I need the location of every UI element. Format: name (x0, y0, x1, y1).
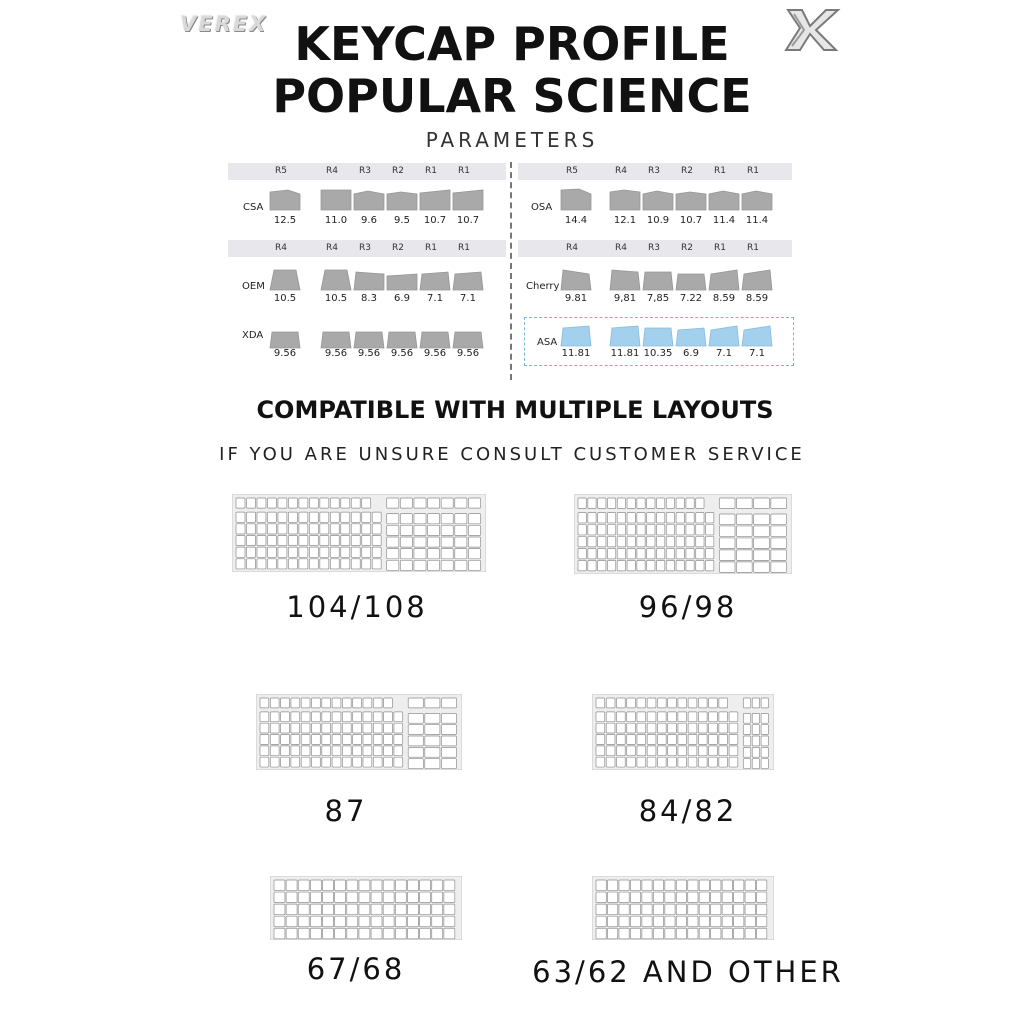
row-label: R1 (747, 243, 759, 253)
keyboard-layout-drawing (592, 694, 774, 770)
profile-name-osa: OSA (531, 202, 553, 213)
keycap-height-value: 6.9 (394, 293, 410, 304)
profile-name-cherry: Cherry (526, 281, 560, 292)
row-label: R1 (458, 166, 470, 176)
layout-label: 87 (324, 794, 368, 828)
keycap-height-value: 9.56 (423, 348, 447, 359)
row-label: R3 (648, 243, 660, 253)
keycap-shape-icon (608, 188, 642, 212)
layouts-title: COMPATIBLE WITH MULTIPLE LAYOUTS (256, 396, 774, 424)
keycap-shape-icon (268, 268, 302, 292)
keycap-height-value: 7.1 (460, 293, 476, 304)
keycap-height-value: 12.5 (273, 215, 297, 226)
keycap-height-value: 9.81 (564, 293, 588, 304)
keycap-height-value: 11.4 (745, 215, 769, 226)
keycap-shape-icon (418, 268, 452, 292)
brand-logo: VEREX (180, 12, 268, 36)
keycap-shape-icon (707, 268, 741, 292)
keycap-shape-icon (418, 326, 452, 350)
keycap-height-value: 8.3 (361, 293, 377, 304)
keycap-shape-icon (268, 326, 302, 350)
layout-label: 63/62 AND OTHER (532, 955, 844, 989)
keycap-shape-icon (707, 188, 741, 212)
row-label: R2 (392, 243, 404, 253)
keycap-height-value: 7.22 (679, 293, 703, 304)
row-label: R3 (359, 166, 371, 176)
keycap-height-value: 10.9 (646, 215, 670, 226)
keycap-shape-icon (319, 268, 353, 292)
layout-label: 104/108 (286, 590, 428, 624)
row-label: R3 (359, 243, 371, 253)
keycap-height-value: 8.59 (712, 293, 736, 304)
keycap-shape-icon (451, 188, 485, 212)
keycap-height-value: 8.59 (745, 293, 769, 304)
layout-label: 96/98 (638, 590, 738, 624)
keycap-height-value: 7.1 (427, 293, 443, 304)
row-label: R5 (275, 166, 287, 176)
row-label: R1 (714, 243, 726, 253)
row-label: R4 (326, 166, 338, 176)
row-label: R1 (425, 166, 437, 176)
keyboard-layout-drawing (592, 876, 774, 940)
keycap-height-value: 9.5 (394, 215, 410, 226)
row-label: R2 (681, 243, 693, 253)
keycap-shape-icon (385, 326, 419, 350)
keycap-height-value: 6.9 (683, 348, 699, 359)
profile-name-xda: XDA (242, 330, 264, 341)
page-title-line1: KEYCAP PROFILE (294, 17, 730, 71)
keycap-height-value: 7,85 (646, 293, 670, 304)
keycap-shape-icon (451, 326, 485, 350)
keycap-shape-icon (559, 188, 593, 212)
keycap-height-value: 11.81 (561, 348, 591, 359)
keycap-height-value: 9.56 (390, 348, 414, 359)
row-label: R4 (566, 243, 578, 253)
row-label: R4 (275, 243, 287, 253)
page-title-line2: POPULAR SCIENCE (272, 69, 752, 123)
asa-highlight-box (524, 317, 794, 366)
profile-name-asa: ASA (537, 337, 558, 348)
layout-label: 67/68 (306, 952, 406, 986)
row-label: R1 (747, 166, 759, 176)
row-label: R1 (458, 243, 470, 253)
row-label: R1 (714, 166, 726, 176)
keycap-shape-icon (674, 268, 708, 292)
keycap-shape-icon (385, 268, 419, 292)
keycap-height-value: 9.56 (324, 348, 348, 359)
keycap-height-value: 14.4 (564, 215, 588, 226)
keycap-height-value: 10.5 (273, 293, 297, 304)
keycap-shape-icon (641, 268, 675, 292)
keycap-shape-icon (352, 268, 386, 292)
row-label: R2 (681, 166, 693, 176)
keycap-height-value: 12.1 (613, 215, 637, 226)
keycap-shape-icon (674, 188, 708, 212)
keycap-height-value: 10.35 (643, 348, 673, 359)
keyboard-layout-drawing (270, 876, 462, 940)
layout-label: 84/82 (638, 794, 738, 828)
keycap-shape-icon (268, 188, 302, 212)
keycap-shape-icon (352, 326, 386, 350)
row-label: R5 (566, 166, 578, 176)
keycap-height-value: 7.1 (749, 348, 765, 359)
keycap-shape-icon (559, 268, 593, 292)
keycap-shape-icon (319, 326, 353, 350)
keycap-height-value: 7.1 (716, 348, 732, 359)
keycap-shape-icon (319, 188, 353, 212)
profile-name-oem: OEM (242, 281, 265, 292)
keycap-shape-icon (451, 268, 485, 292)
keycap-height-value: 10.7 (456, 215, 480, 226)
row-label: R4 (326, 243, 338, 253)
chart-divider (510, 162, 512, 380)
row-label: R4 (615, 166, 627, 176)
keyboard-layout-drawing (574, 494, 792, 574)
keycap-shape-icon (641, 188, 675, 212)
keycap-height-value: 11.81 (610, 348, 640, 359)
row-label: R2 (392, 166, 404, 176)
row-label: R3 (648, 166, 660, 176)
keycap-shape-icon (740, 188, 774, 212)
keycap-shape-icon (418, 188, 452, 212)
keycap-height-value: 10.7 (423, 215, 447, 226)
keycap-shape-icon (740, 268, 774, 292)
keycap-shape-icon (352, 188, 386, 212)
layouts-subtitle: IF YOU ARE UNSURE CONSULT CUSTOMER SERVICE (219, 444, 805, 465)
keycap-height-value: 9.56 (273, 348, 297, 359)
keycap-height-value: 10.5 (324, 293, 348, 304)
row-label: R4 (615, 243, 627, 253)
keycap-height-value: 10.7 (679, 215, 703, 226)
keyboard-layout-drawing (256, 694, 462, 770)
keycap-height-value: 9,81 (613, 293, 637, 304)
keyboard-layout-drawing (232, 494, 486, 572)
keycap-height-value: 9.56 (456, 348, 480, 359)
row-label: R1 (425, 243, 437, 253)
keycap-shape-icon (385, 188, 419, 212)
keycap-height-value: 11.0 (324, 215, 348, 226)
keycap-height-value: 9.6 (361, 215, 377, 226)
profile-name-csa: CSA (243, 202, 264, 213)
parameters-subtitle: PARAMETERS (425, 128, 599, 152)
keycap-height-value: 11.4 (712, 215, 736, 226)
keycap-shape-icon (608, 268, 642, 292)
keycap-height-value: 9.56 (357, 348, 381, 359)
